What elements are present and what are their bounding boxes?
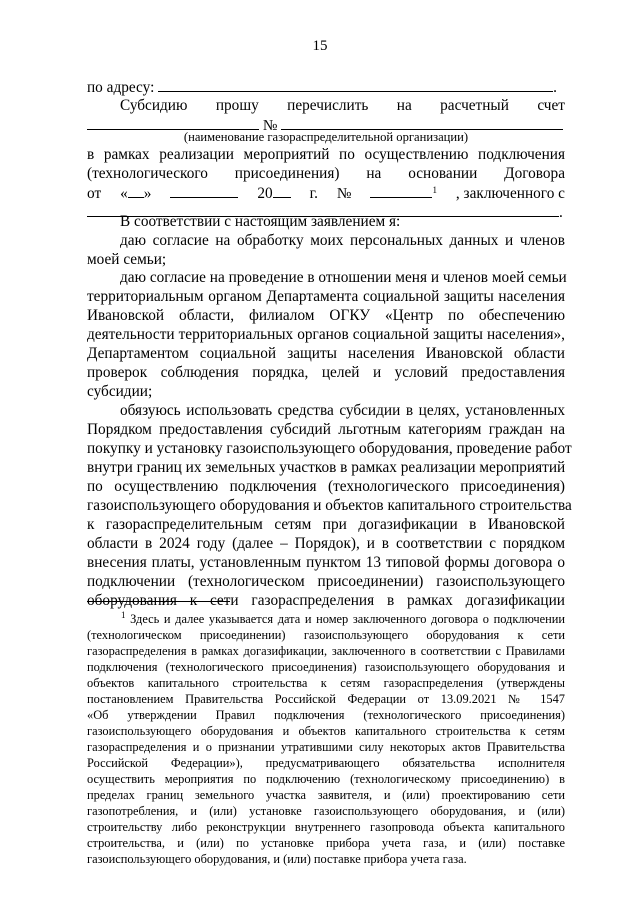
footnote-line: объектов капитального строительства к сетям газораспределения (утверждены <box>87 676 565 690</box>
contractor-end: . <box>559 204 563 221</box>
body-line: В соответствии с настоящим заявлением я: <box>120 213 401 230</box>
footnote-line: строительства, и (или) по установке прибора учета газа, и (или) поставке <box>87 836 565 850</box>
date-day: « » <box>120 185 152 202</box>
body-line: по осуществлению подключения (технологического присоединения) <box>87 478 565 495</box>
footnote-line: газораспределения и о признании утратившими силу некоторых актов Правительства <box>87 740 565 754</box>
footnote-line: строительству либо реконструкции внутреннего газопровода объекта капитального <box>87 820 565 834</box>
body-line: Порядком предоставления субсидий льготным категориям граждан на <box>87 421 565 438</box>
body-line: моей семьи; <box>87 251 167 268</box>
contract-date-line <box>87 183 565 203</box>
footnote-marker: 1 <box>121 610 126 620</box>
organization-caption: (наименование газораспределительной организации) <box>183 130 469 144</box>
address-blank <box>158 77 553 92</box>
body-line: обязуюсь использовать средства субсидии в целях, установленных <box>120 402 565 419</box>
framework-line: в рамках реализации мероприятий по осуществлению подключения <box>87 146 565 163</box>
body-line: даю согласие на проведение в отношении меня и членов моей семьи <box>120 269 567 286</box>
page-number: 15 <box>312 38 328 54</box>
tech-word: присоединения) <box>234 165 340 182</box>
date-month-blank <box>170 183 238 198</box>
address-line <box>87 77 565 97</box>
body-line: даю согласие на обработку моих персональных данных и членов <box>120 232 565 249</box>
subsidy-word: прошу <box>215 97 259 114</box>
tech-word: на <box>366 165 382 182</box>
footnote-ref: 1 <box>432 185 437 195</box>
body-line: области в 2024 году (далее – Порядок), и в соответствии с порядком <box>87 535 565 552</box>
date-from-label: от <box>87 185 102 202</box>
body-line: деятельности территориальных органов социальной защиты населения», <box>87 326 565 343</box>
body-line: внутри границ их земельных участков в рамках реализации мероприятий <box>87 459 566 476</box>
body-line: субсидии; <box>87 383 153 400</box>
footnote-line: газоиспользующего оборудования, и (или) поставке прибора учета газа. <box>87 852 467 866</box>
footnote-line: (технологическом присоединении) газоиспользующего оборудования к сети <box>87 628 565 642</box>
address-end: . <box>553 79 557 96</box>
body-line: подключении (технологическом присоединении) газоиспользующего <box>87 573 565 590</box>
body-line: к газораспределительным сетям при догазификации в Ивановской <box>87 516 565 533</box>
body-line: газоиспользующего оборудования и объектов капитального строительства <box>87 497 572 514</box>
footnote-line: газораспределения в рамках догазификации, заключенного в соответствии с Правилами <box>87 644 565 658</box>
body-line: проверок соблюдения порядка, целей и условий предоставления <box>87 364 565 381</box>
body-line: оборудования к сети газораспределения в рамках догазификации <box>87 592 565 609</box>
footnote-line: постановлением Правительства Российской Федерации от 13.09.2021 № 1547 <box>87 692 565 706</box>
tech-word: (технологического <box>87 165 208 182</box>
body-line: покупку и установку газоиспользующего оборудования, проведение работ <box>87 440 572 457</box>
footnote-line: осуществить мероприятия по подключению (технологическому присоединению) в <box>87 772 565 786</box>
account-blank <box>87 115 259 130</box>
subsidy-word: Субсидию <box>120 97 188 114</box>
footnote-separator <box>87 601 230 602</box>
subsidy-word: на <box>396 97 412 114</box>
footnote-line: «Об утверждении Правил подключения (технологического присоединения) <box>87 708 565 722</box>
tech-word: Договора <box>504 165 565 182</box>
body-line: территориальным органом Департамента социальной защиты населения <box>87 288 565 305</box>
subsidy-word: счет <box>537 97 565 114</box>
address-label: по адресу: <box>87 79 155 96</box>
tech-word: основании <box>408 165 478 182</box>
footnote-line: газопотребления, и (или) установке газоиспользующего оборудования, и (или) <box>87 804 565 818</box>
body-line: Ивановской области, филиалом ОГКУ «Центр по обеспечению <box>87 307 565 324</box>
body-line: внесения платы, установленным пунктом 13 типовой формы договора о <box>87 554 565 571</box>
contract-number <box>370 183 437 203</box>
organization-blank <box>281 115 563 130</box>
subsidy-word: расчетный <box>440 97 509 114</box>
contract-number-sign: № <box>336 185 352 202</box>
subsidy-word: перечислить <box>287 97 369 114</box>
concluded-with: , заключенного с <box>455 185 565 202</box>
footnote-line: пределах границ земельного участка заявителя, и (или) проектированию сети <box>87 788 565 802</box>
tech-line <box>87 164 565 183</box>
date-year: 20 <box>257 183 290 203</box>
footnote-line: Российской Федерации»), предусматривающего обязательства исполнителя <box>87 756 565 770</box>
account-number-sign: № <box>262 117 278 134</box>
footnote-line: $^1$ Здесь и далее указывается дата и номер заключенного договора о подключении <box>121 610 565 626</box>
date-year-suffix: г. <box>309 185 318 202</box>
footnote-line: подключения (технологического присоединения) газоиспользующего оборудования и <box>87 660 565 674</box>
footnote-line: газоиспользующего оборудования и объектов капитального строительства к сетям <box>87 724 565 738</box>
body-line: Департаментом социальной защиты населения Ивановской области <box>87 345 565 362</box>
subsidy-line <box>87 96 565 115</box>
